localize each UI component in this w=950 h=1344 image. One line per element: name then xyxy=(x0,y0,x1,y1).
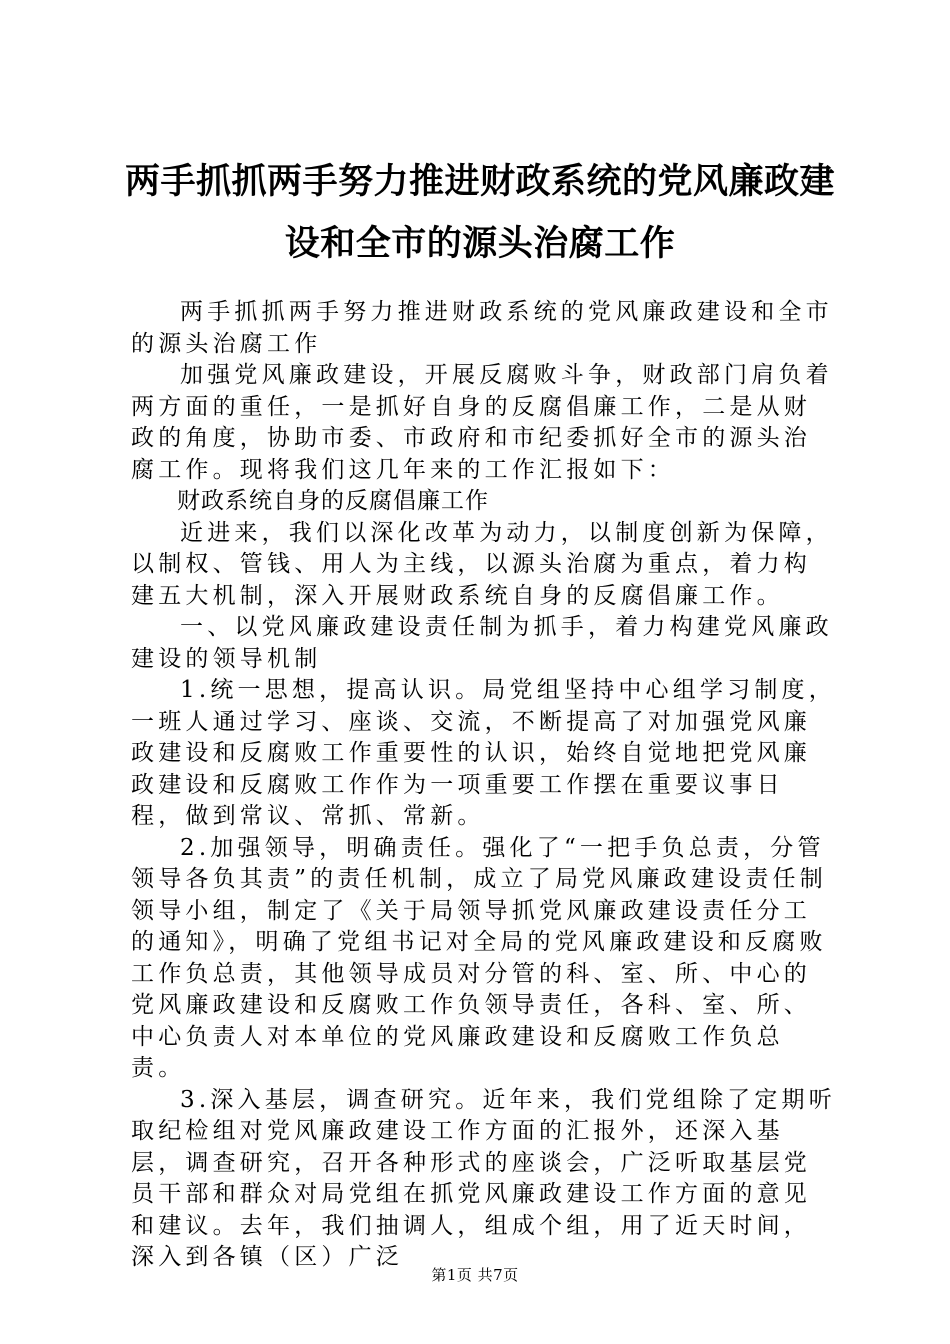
document-title-line-1: 两手抓抓两手努力推进财政系统的党风廉政建 xyxy=(124,161,835,202)
section-heading: 一、以党风廉政建设责任制为抓手，着力构建党风廉政建设的领导机制 xyxy=(131,614,833,672)
body-paragraph: 近进来，我们以深化改革为动力，以制度创新为保障，以制权、管钱、用人为主线，以源头治腐为重点，着力构建五大机制，深入开展财政系统自身的反腐倡廉工作。 xyxy=(131,519,833,609)
section-heading: 财政系统自身的反腐倡廉工作 xyxy=(177,488,489,514)
body-paragraph: 加强党风廉政建设，开展反腐败斗争，财政部门肩负着两方面的重任，一是抓好自身的反腐倡廉工作，二是从财政的角度，协助市委、市政府和市纪委抓好全市的源头治腐工作。现将我们这几年来的工作汇报如下： xyxy=(131,362,833,483)
body-paragraph: 1.统一思想，提高认识。局党组坚持中心组学习制度，一班人通过学习、座谈、交流，不断提高了对加强党风廉政建设和反腐败工作重要性的认识，始终自觉地把党风廉政建设和反腐败工作作为一项重要工作摆在重要议事日程，做到常议、常抓、常新。 xyxy=(131,677,836,829)
body-paragraph: 2.加强领导，明确责任。强化了“一把手负总责，分管领导各负其责”的责任机制，成立了局党风廉政建设责任制领导小组，制定了《关于局领导抓党风廉政建设责任分工的通知》，明确了党组书记对全局的党风廉政建设和反腐败工作负总责，其他领导成员对分管的科、室、所、中心的党风廉政建设和反腐败工作负领导责任，各科、室、所、中心负责人对本单位的党风廉政建设和反腐败工作负总责。 xyxy=(131,834,827,1081)
body-paragraph: 两手抓抓两手努力推进财政系统的党风廉政建设和全市的源头治腐工作 xyxy=(131,299,833,357)
body-paragraph: 3.深入基层，调查研究。近年来，我们党组除了定期听取纪检组对党风廉政建设工作方面的汇报外，还深入基层，调查研究，召开各种形式的座谈会，广泛听取基层党员干部和群众对局党组在抓党风廉政建设工作方面的意见和建议。去年，我们抽调人，组成个组，用了近天时间，深入到各镇（区）广泛 xyxy=(131,1086,836,1270)
page-number-footer: 第1页 共7页 xyxy=(431,1266,519,1284)
document-body xyxy=(131,297,836,1274)
document-title-line-2: 设和全市的源头治腐工作 xyxy=(284,223,676,264)
